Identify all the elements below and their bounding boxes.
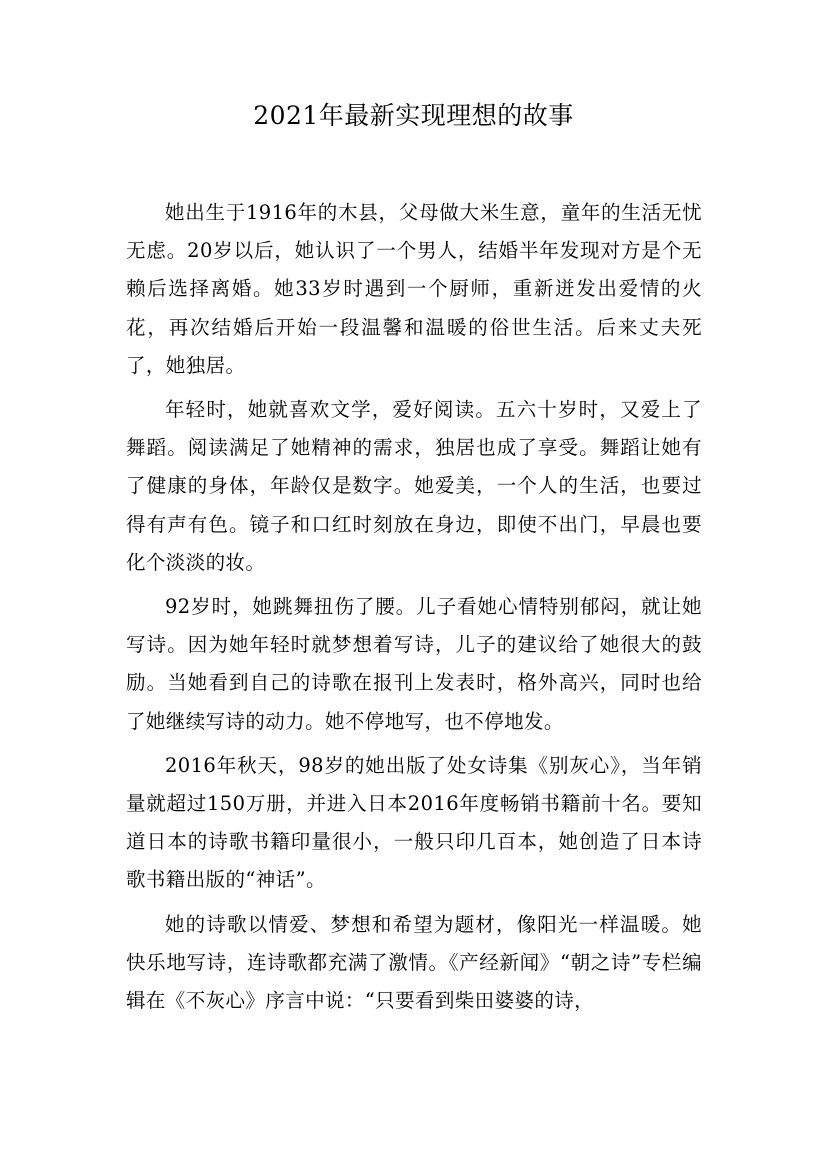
paragraph-3: 92岁时，她跳舞扭伤了腰。儿子看她心情特别郁闷，就让她写诗。因为她年轻时就梦想着写诗，儿子的建议给了她很大的鼓励。当她看到自己的诗歌在报刊上发表时，格外高兴，同时也给了她继续写诗的动力。她不停地写，也不停地发。 <box>126 595 702 733</box>
paragraph-5: 她的诗歌以情爱、梦想和希望为题材，像阳光一样温暖。她快乐地写诗，连诗歌都充满了激情。《产经新闻》“朝之诗”专栏编辑在《不灰心》序言中说：“只要看到柴田婆婆的诗， <box>126 912 702 1013</box>
paragraph-1: 她出生于1916年的木县，父母做大米生意，童年的生活无忧无虑。20岁以后，她认识了一个男人，结婚半年发现对方是个无赖后选择离婚。她33岁时遇到一个厨师，重新迸发出爱情的火花，再次结婚后开始一段温馨和温暖的俗世生活。后来丈夫死了，她独居。 <box>126 201 702 377</box>
paragraph-4: 2016年秋天，98岁的她出版了处女诗集《别灰心》，当年销量就超过150万册，并进入日本2016年度畅销书籍前十名。要知道日本的诗歌书籍印量很小，一般只印几百本，她创造了日本诗歌书籍出版的“神话”。 <box>126 753 702 892</box>
document-title: 2021年最新实现理想的故事 <box>253 101 574 130</box>
document-body <box>126 194 702 1026</box>
paragraph-2: 年轻时，她就喜欢文学，爱好阅读。五六十岁时，又爱上了舞蹈。阅读满足了她精神的需求，独居也成了享受。舞蹈让她有了健康的身体，年龄仅是数字。她爱美，一个人的生活，也要过得有声有色。镜子和口红时刻放在身边，即使不出门，早晨也要化个淡淡的妆。 <box>126 398 702 574</box>
